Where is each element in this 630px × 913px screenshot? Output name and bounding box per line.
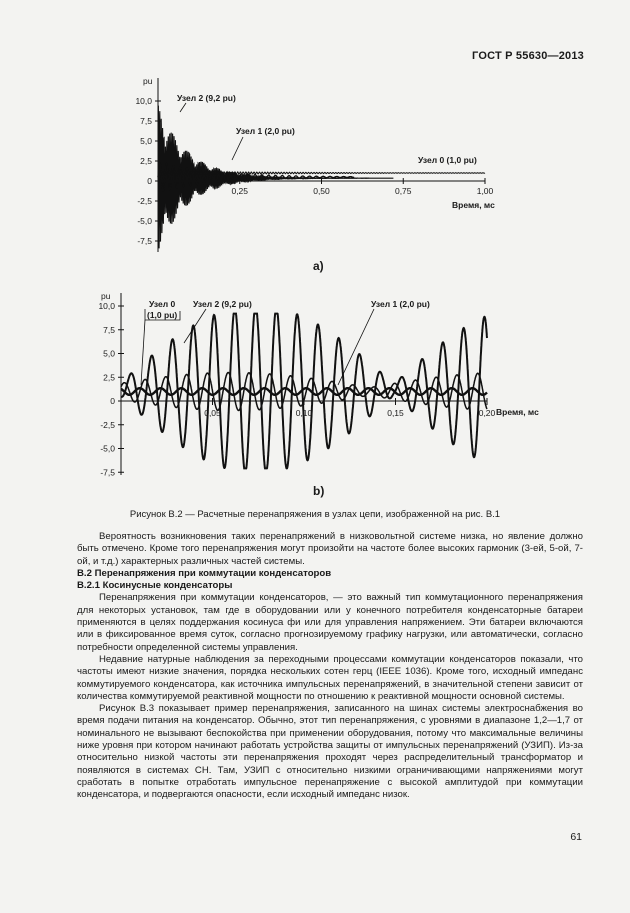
y-tick-label: -7,5 [100, 467, 115, 478]
subsection-heading: В.2.1 Косинусные конденсаторы [77, 580, 233, 592]
y-tick-label: -2,5 [137, 196, 152, 206]
x-tick-label: 0,10 [295, 408, 313, 418]
annotation-b-node2: Узел 2 (9,2 pu) [193, 299, 252, 309]
figure-caption: Рисунок В.2 — Расчетные перенапряжения в узлах цепи, изображенной на рис. В.1 [129, 509, 501, 520]
annotation-node1: Узел 1 (2,0 pu) [236, 126, 295, 136]
annotation-b-node0-value: (1,0 pu) [147, 310, 178, 320]
x-tick-label: 0,75 [394, 186, 412, 196]
y-tick-label: -7,5 [137, 236, 152, 246]
annotation-node0: Узел 0 (1,0 pu) [418, 155, 477, 165]
x-tick-label: 0,05 [204, 408, 221, 418]
x-tick-label: 0,15 [387, 408, 404, 418]
y-tick-label: -5,0 [137, 216, 152, 226]
panel-a-x-label: Время, мс [452, 200, 495, 210]
page-number: 61 [570, 831, 582, 843]
y-tick-label: 5,0 [103, 348, 115, 359]
panel-b-axes [98, 293, 495, 477]
y-tick-label: 7,5 [103, 324, 115, 335]
node0-waveform [158, 171, 485, 175]
annotation-b-node1: Узел 1 (2,0 pu) [371, 299, 430, 309]
y-tick-label: 10,0 [135, 96, 152, 106]
x-tick-label: 1,00 [476, 186, 494, 196]
panel-b-x-label: Время, мс [496, 407, 539, 417]
y-tick-label: -2,5 [100, 419, 115, 430]
chart-panel-b [0, 285, 630, 505]
x-tick-label: 0,50 [313, 186, 330, 196]
annotation-node2: Узел 2 (9,2 pu) [177, 93, 236, 103]
panel-a-label: а) [313, 259, 324, 273]
panel-b-label: b) [313, 484, 325, 498]
panel-a-y-label: pu [143, 76, 153, 86]
paragraph: Рисунок В.3 показывает пример перенапряжения, записанного на шинах системы электроснабжения во время подачи питания на конденсатор. Обычно, этот тип перенапряжения, с уровнями в диапазоне 1,2—1,7 от номинального не вызывают беспокойства при применении оборудования, потому что максимальные величины ниже уровня при котором начинают работать устройства защиты от импульсных перенапряжений (УЗИП). Из-за относительно низкой частоты эти перенапряжения проходят через распределительный трансформатор и появляются в системах СН. Там, УЗИП с относительно низкими ограничивающими напряжениями могут сработать в попытке отработать импульсное перенапряжение с высокой амплитудой при коммутации конденсатора, и подвергаются опасности, если исходный импеданс низок. [77, 703, 583, 801]
y-tick-label: 2,5 [103, 372, 115, 383]
section-heading: В.2 Перенапряжения при коммутации конденсаторов [77, 567, 332, 579]
panel-b-waveforms [121, 314, 487, 469]
y-tick-label: 2,5 [140, 156, 152, 166]
x-tick-label: 0,20 [478, 408, 496, 418]
chart-panel-a [0, 0, 630, 280]
y-tick-label: 10,0 [98, 301, 115, 311]
annotation-b-node0: Узел 0 [149, 299, 176, 309]
paragraph: Вероятность возникновения таких перенапряжений в низковольтной системе низка, но явление должно быть отмечено. Кроме того перенапряжения могут произойти на частоте более высоких гармоник (3-ей, 5-ой, 7-ой, и т.д.) характерных различных частей системы. [77, 531, 583, 567]
y-tick-label: -5,0 [100, 443, 115, 454]
panel-a-waveforms [158, 106, 485, 249]
body-text [77, 531, 583, 802]
panel-b-y-label: pu [101, 291, 111, 301]
paragraph: Недавние натурные наблюдения за переходными процессами коммутации конденсаторов показали, что частоты имеют низкие значения, порядка нескольких сотен герц (IEEE 1036). Кроме того, исходный импеданс коммутируемого конденсатора, как источника импульсных перенапряжений, в значительной степени зависит от количества коммутируемой реактивной мощности по отношению к реактивной мощности основной системы. [77, 653, 583, 702]
y-tick-label: 5,0 [140, 136, 152, 146]
document-header: ГОСТ Р 55630—2013 [472, 50, 584, 62]
node0-waveform [121, 388, 487, 395]
x-tick-label: 0,25 [231, 186, 249, 196]
y-tick-label: 0 [110, 396, 115, 406]
y-tick-label: 7,5 [140, 116, 152, 126]
paragraph: Перенапряжения при коммутации конденсаторов, — это важный тип коммутационного перенапряжения для некоторых установок, там где в оборудовании или у конечного потребителя конденсаторные батареи применяются в целях поддержания косинуса фи или для управления напряжением. Эти батареи включаются или в фиксированное время суток, согласно прогнозируемому графику нагрузки, или автоматически, согласно потребности определенной системы управления. [77, 592, 583, 653]
y-tick-label: 0 [147, 176, 152, 186]
